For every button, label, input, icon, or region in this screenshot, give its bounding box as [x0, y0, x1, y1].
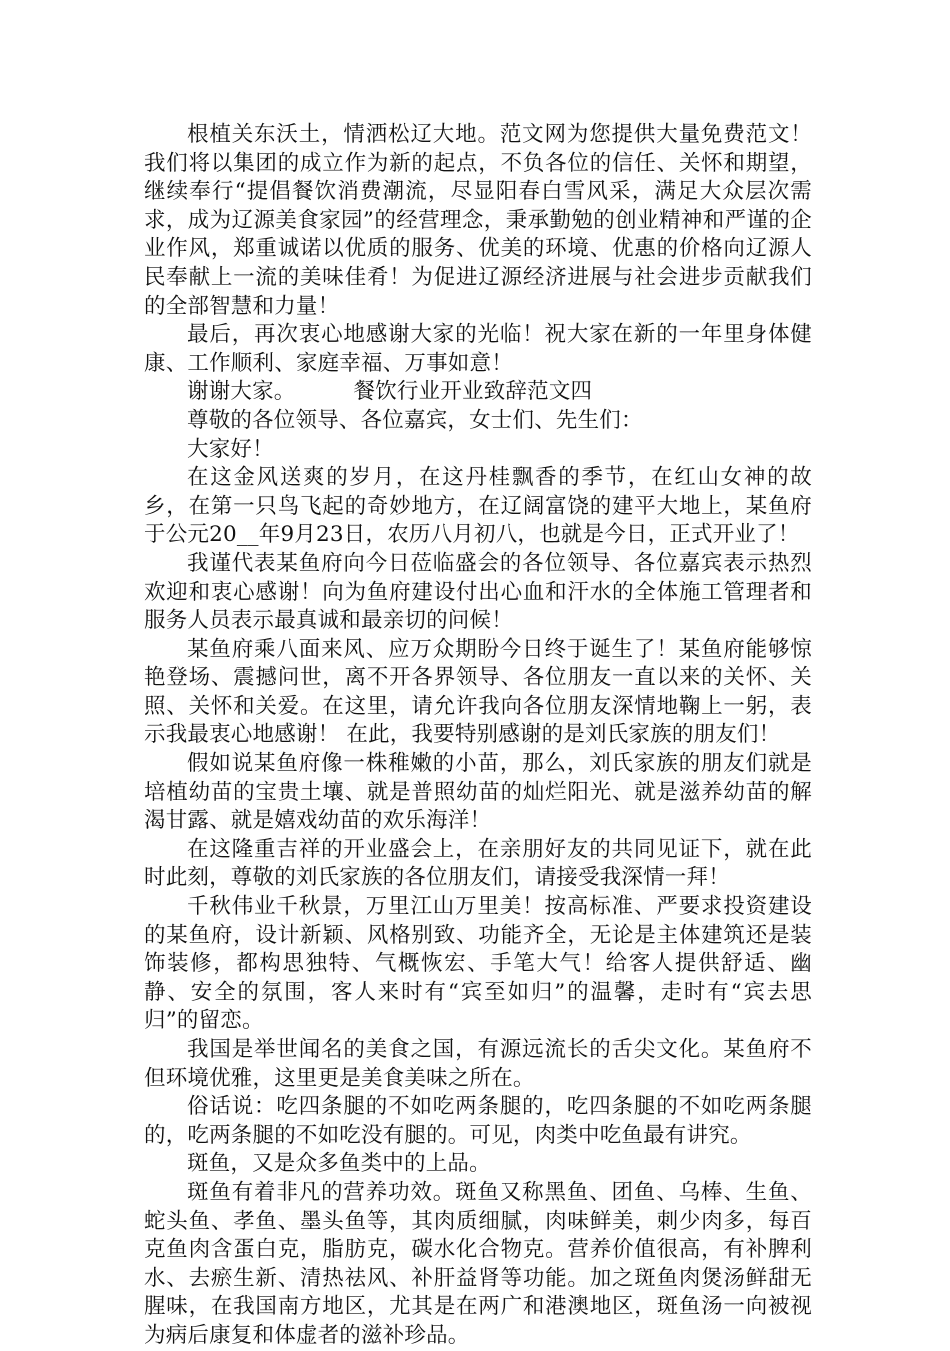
section-title: 餐饮行业开业致辞范文四	[353, 379, 593, 405]
paragraph-welcome: 我谨代表某鱼府向今日莅临盛会的各位领导、各位嘉宾表示热烈欢迎和衷心感谢！向为鱼府建设付出心血和汗水的全体施工管理者和服务人员表示最真诚和最亲切的问候！	[144, 550, 812, 634]
document-body	[144, 121, 812, 1351]
paragraph-food-culture: 我国是举世闻名的美食之国，有源远流长的舌尖文化。某鱼府不但环境优雅，这里更是美食美味之所在。	[144, 1037, 812, 1091]
thanks-and-section-heading	[144, 378, 812, 407]
paragraph-saying: 俗话说：吃四条腿的不如吃两条腿的，吃四条腿的不如吃两条腿的，吃两条腿的不如吃没有腿的。可见，肉类中吃鱼最有讲究。	[144, 1094, 812, 1148]
paragraph-building: 千秋伟业千秋景，万里江山万里美！按高标准、严要求投资建设的某鱼府，设计新颖、风格别致、功能齐全，无论是主体建筑还是装饰装修，都构思独特、气概恢宏、手笔大气！给客人提供舒适、幽静、安全的氛围，客人来时有“宾至如归”的温馨，走时有“宾去思归”的留恋。	[144, 894, 812, 1034]
paragraph-closing-thanks: 最后，再次衷心地感谢大家的光临！祝大家在新的一年里身体健康、工作顺利、家庭幸福、万事如意！	[144, 322, 812, 376]
paragraph-opening-date: 在这金风送爽的岁月，在这丹桂飘香的季节，在红山女神的故乡，在第一只鸟飞起的奇妙地方，在辽阔富饶的建平大地上，某鱼府于公元20__年9月23日，农历八月初八，也就是今日，正式开业了！	[144, 465, 812, 548]
paragraph-banyu-nutrition: 斑鱼有着非凡的营养功效。斑鱼又称黑鱼、团鱼、乌棒、生鱼、蛇头鱼、孝鱼、墨头鱼等，其肉质细腻，肉味鲜美，刺少肉多，每百克鱼肉含蛋白克，脂肪克，碳水化合物克。营养价值很高，有补脾利水、去瘀生新、清热祛风、补肝益肾等功能。加之斑鱼肉煲汤鲜甜无腥味，在我国南方地区，尤其是在两广和港澳地区，斑鱼汤一向被视为病后康复和体虚者的滋补珍品。	[144, 1179, 812, 1348]
paragraph-salutation: 尊敬的各位领导、各位嘉宾，女士们、先生们：	[187, 407, 643, 433]
paragraph-bow: 在这隆重吉祥的开业盛会上，在亲朋好友的共同见证下，就在此时此刻，尊敬的刘氏家族的各位朋友们，请接受我深情一拜！	[144, 836, 812, 891]
thanks-text: 谢谢大家。	[187, 379, 296, 405]
paragraph-metaphor: 假如说某鱼府像一株稚嫩的小苗，那么，刘氏家族的朋友们就是培植幼苗的宝贵土壤、就是普照幼苗的灿烂阳光、就是滋养幼苗的解渴甘露、就是嬉戏幼苗的欢乐海洋！	[144, 751, 812, 834]
paragraph-gratitude: 某鱼府乘八面来风、应万众期盼今日终于诞生了！某鱼府能够惊艳登场、震撼问世，离不开各界领导、各位朋友一直以来的关怀、关照、关怀和关爱。在这里，请允许我向各位朋友深情地鞠上一躬，表示我最衷心地感谢！ 在此，我要特别感谢的是刘氏家族的朋友们！	[144, 636, 812, 748]
paragraph-greeting: 大家好！	[187, 436, 274, 462]
paragraph-banyu-intro: 斑鱼，又是众多鱼类中的上品。	[187, 1151, 491, 1177]
paragraph-intro: 根植关东沃土，情洒松辽大地。范文网为您提供大量免费范文！我们将以集团的成立作为新的起点，不负各位的信任、关怀和期望，继续奉行“提倡餐饮消费潮流，尽显阳春白雪风采，满足大众层次需求，成为辽源美食家园”的经营理念，秉承勤勉的创业精神和严谨的企业作风，郑重诚诺以优质的服务、优美的环境、优惠的价格向辽源人民奉献上一流的美味佳肴！为促进辽源经济进展与社会进步贡献我们的全部智慧和力量！	[144, 122, 812, 319]
